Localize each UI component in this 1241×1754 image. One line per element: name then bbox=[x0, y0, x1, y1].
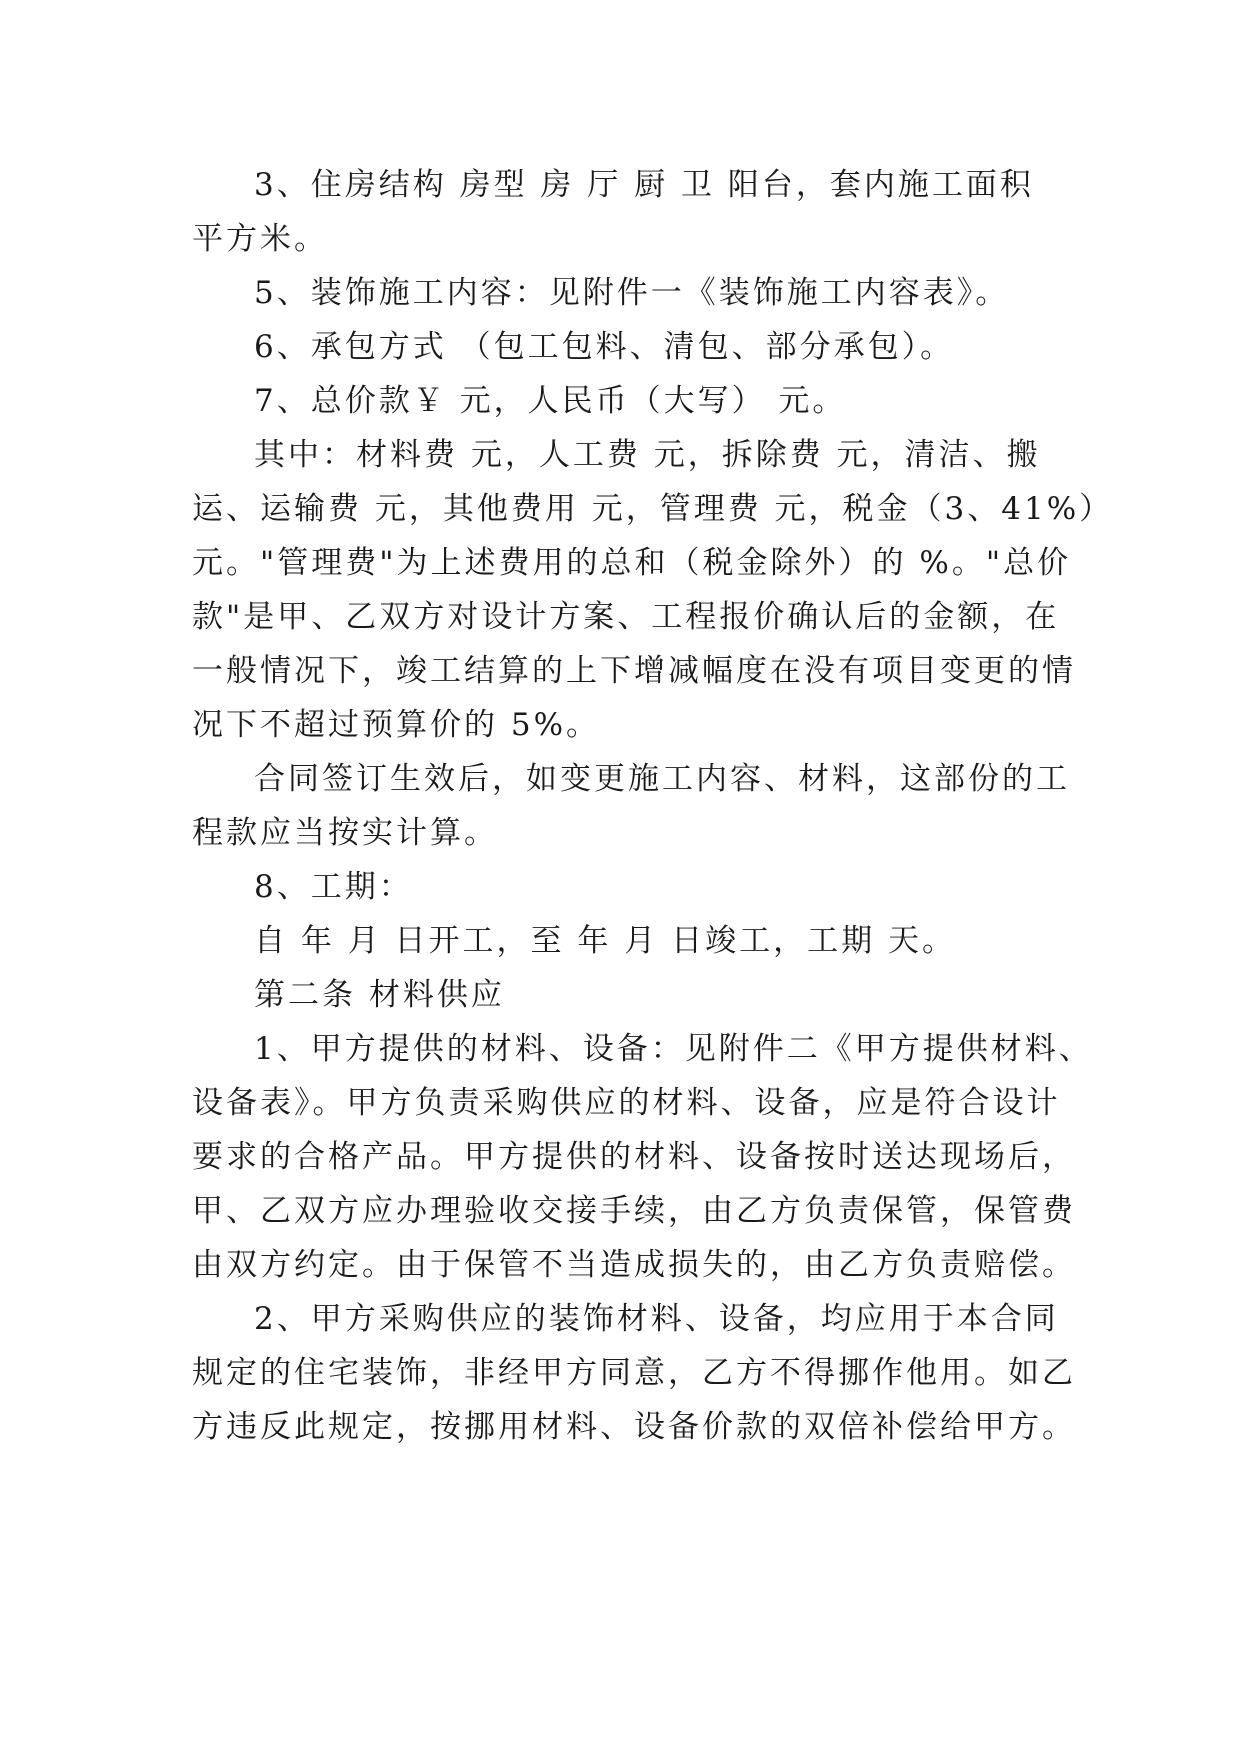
text-line: 运、运输费 元，其他费用 元，管理费 元，税金（3、41%） bbox=[192, 491, 1114, 527]
text-line: 7、总价款￥ 元，人民币（大写） 元。 bbox=[254, 383, 847, 419]
text-line: 自 年 月 日开工，至 年 月 日竣工，工期 天。 bbox=[254, 923, 956, 959]
text-line: 其中：材料费 元，人工费 元，拆除费 元，清洁、搬 bbox=[254, 437, 1041, 473]
text-line: 第二条 材料供应 bbox=[254, 977, 505, 1013]
paragraph-cost-breakdown bbox=[192, 428, 1114, 752]
text-line: 平方米。 bbox=[192, 221, 328, 257]
text-line: 元。"管理费"为上述费用的总和（税金除外）的 %。"总价 bbox=[192, 545, 1072, 581]
text-line: 由双方约定。由于保管不当造成损失的，由乙方负责赔偿。 bbox=[192, 1247, 1076, 1283]
text-line: 一般情况下，竣工结算的上下增减幅度在没有项目变更的情 bbox=[192, 653, 1076, 689]
paragraph-contract-changes bbox=[192, 752, 1070, 860]
text-line: 2、甲方采购供应的装饰材料、设备，均应用于本合同 bbox=[254, 1301, 1059, 1337]
paragraph-material-usage bbox=[192, 1292, 1076, 1454]
text-line: 5、装饰施工内容：见附件一《装饰施工内容表》。 bbox=[254, 275, 1010, 311]
text-line: 1、甲方提供的材料、设备：见附件二《甲方提供材料、 bbox=[254, 1031, 1093, 1067]
text-line: 甲、乙双方应办理验收交接手续，由乙方负责保管，保管费 bbox=[192, 1193, 1076, 1229]
text-line: 方违反此规定，按挪用材料、设备价款的双倍补偿给甲方。 bbox=[192, 1409, 1076, 1445]
text-line: 规定的住宅装饰，非经甲方同意，乙方不得挪作他用。如乙 bbox=[192, 1355, 1076, 1391]
paragraph-total-price bbox=[192, 374, 1064, 428]
text-line: 合同签订生效后，如变更施工内容、材料，这部份的工 bbox=[254, 761, 1070, 797]
text-line: 况下不超过预算价的 5%。 bbox=[192, 707, 601, 743]
text-line: 款"是甲、乙双方对设计方案、工程报价确认后的金额，在 bbox=[192, 599, 1060, 635]
paragraph-schedule-dates bbox=[192, 914, 1064, 968]
paragraph-party-a-materials bbox=[192, 1022, 1093, 1292]
text-line: 6、承包方式 （包工包料、清包、部分承包）。 bbox=[254, 329, 955, 365]
paragraph-housing-structure bbox=[192, 158, 1064, 266]
text-line: 要求的合格产品。甲方提供的材料、设备按时送达现场后， bbox=[192, 1139, 1076, 1175]
section-heading-material-supply bbox=[192, 968, 1064, 1022]
document-body bbox=[192, 158, 1114, 1454]
paragraph-schedule-heading bbox=[192, 860, 1064, 914]
text-line: 8、工期： bbox=[254, 869, 413, 905]
text-line: 3、住房结构 房型 房 厅 厨 卫 阳台，套内施工面积 bbox=[254, 167, 1034, 203]
paragraph-construction-content bbox=[192, 266, 1064, 320]
text-line: 设备表》。甲方负责采购供应的材料、设备，应是符合设计 bbox=[192, 1085, 1061, 1121]
paragraph-contract-method bbox=[192, 320, 1064, 374]
text-line: 程款应当按实计算。 bbox=[192, 815, 498, 851]
